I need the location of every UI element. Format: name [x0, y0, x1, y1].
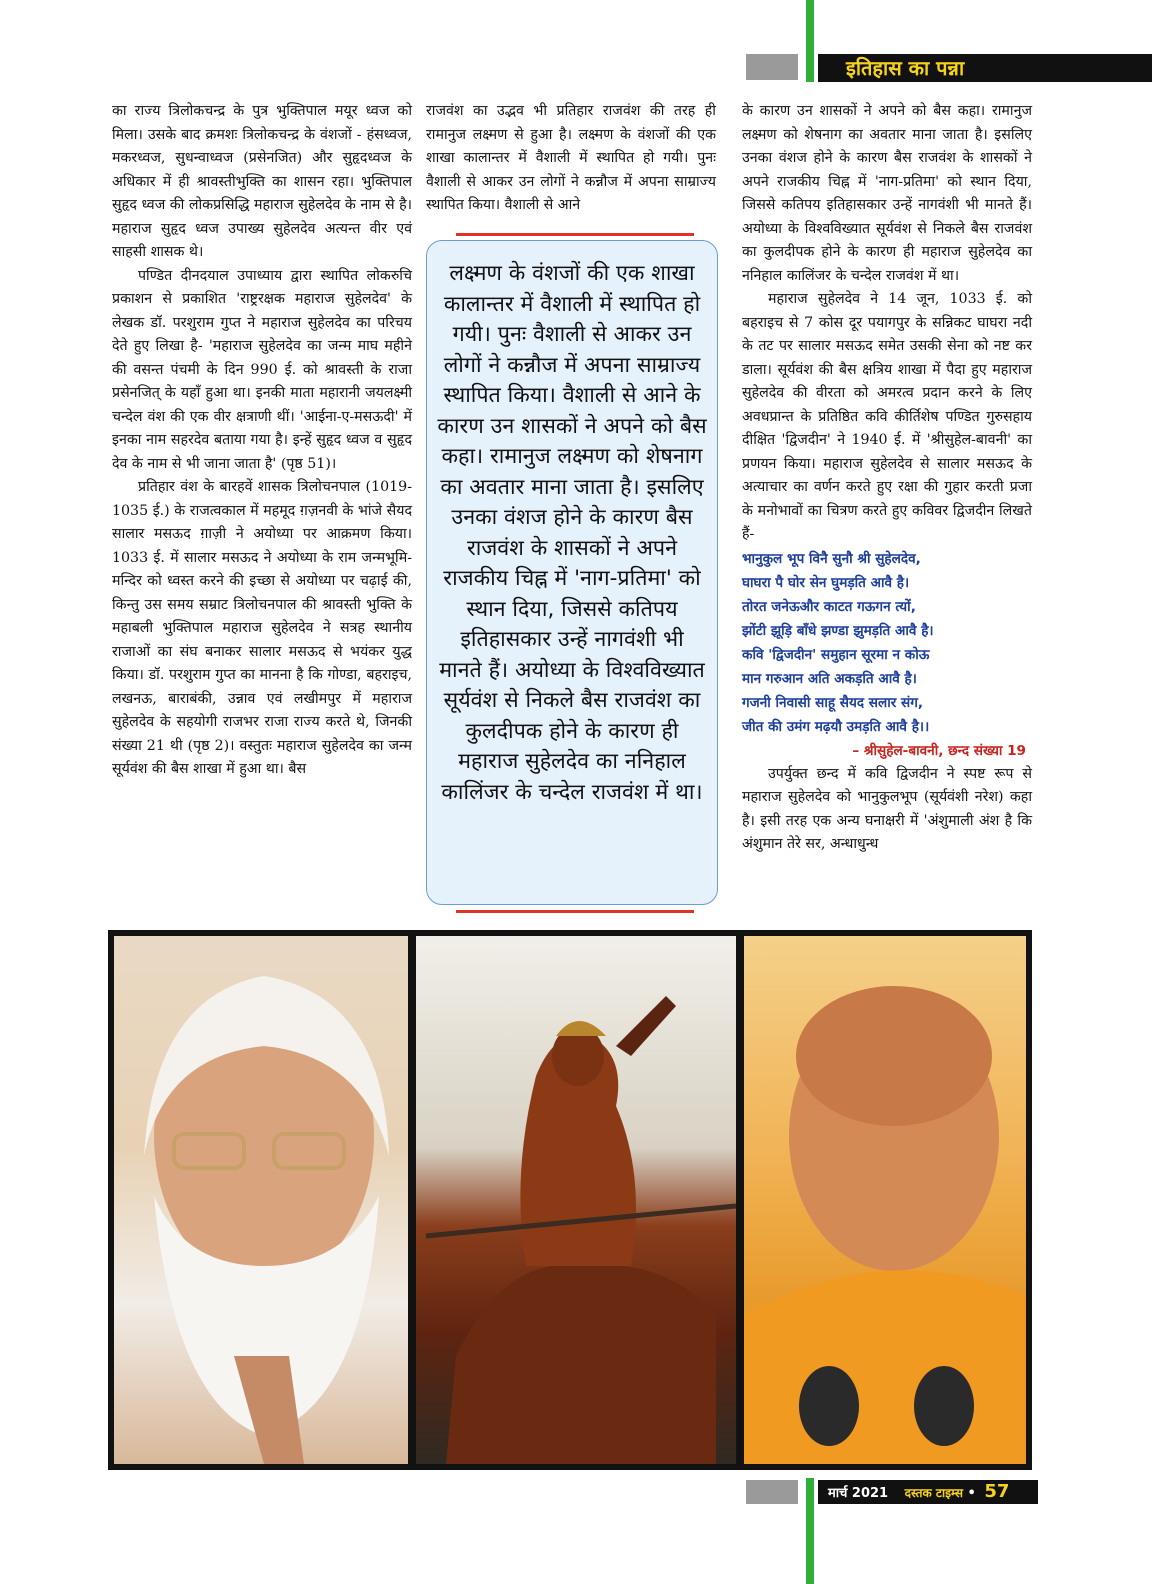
footer-grey-block	[746, 1480, 798, 1504]
paragraph: के कारण उन शासकों ने अपने को बैस कहा। रामानुज लक्ष्मण को शेषनाग का अवतार माना जाता है। इसलिए उनका वंशज होने के कारण बैस राजवंश के शासकों ने अपने राजकीय चिह्न में 'नाग-प्रतिमा' को स्थान दिया, जिससे कतिपय इतिहासकार उन्हें नागवंशी भी मानते हैं। अयोध्या के विश्वविख्यात सूर्यवंश से निकले बैस राजवंश का कुलदीपक होने के कारण ही महाराज सुहेलदेव का ननिहाल कालिंजर के चन्देल राजवंश में था।	[742, 103, 1032, 284]
verse-line: मान गरुआन अति अकड़ति आवै है।	[742, 670, 917, 687]
paragraph: उपर्युक्त छन्द में कवि द्विजदीन ने स्पष्ट रूप से महाराज सुहेलदेव को भानुकुलभूप (सूर्यवंशी नरेश) कहा है। इसी तरह एक अन्य घनाक्षरी में 'अंशुमाली अंश है कि अंशुमान तेरे सर, अन्धाधुन्ध	[742, 765, 1032, 852]
verse-line: गजनी निवासी साहू सैयद सलार संग,	[742, 694, 924, 711]
portrait-illustration	[744, 936, 1026, 1464]
verse-block	[742, 547, 1032, 739]
pull-quote-text: लक्ष्मण के वंशजों की एक शाखा कालान्तर में वैशाली में स्थापित हो गयी। पुनः वैशाली से आकर उन लोगों ने कन्नौज में अपना साम्राज्य स्थापित किया। वैशाली से आने के कारण उन शासकों ने अपने को बैस कहा। रामानुज लक्ष्मण को शेषनाग का अवतार माना जाता है। इसलिए उनका वंशज होने के कारण बैस राजवंश के शासकों ने अपने राजकीय चिह्न में 'नाग-प्रतिमा' को स्थान दिया, जिससे कतिपय इतिहासकार उन्हें नागवंशी भी मानते हैं। अयोध्या के विश्वविख्यात सूर्यवंश से निकले बैस राजवंश का कुलदीपक होने के कारण ही महाराज सुहेलदेव का ननिहाल कालिंजर के चन्देल राजवंश में था।	[437, 261, 707, 805]
verse-line: घाघरा पै घोर सेन घुमड़ति आवै है।	[742, 574, 910, 591]
page-number: 57	[984, 1481, 1010, 1502]
paragraph: राजवंश का उद्भव भी प्रतिहार राजवंश की तरह ही रामानुज लक्ष्मण से हुआ है। लक्ष्मण के वंशजों की एक शाखा कालान्तर में वैशाली में स्थापित हो गयी। पुनः वैशाली से आकर उन लोगों ने कन्नौज में अपना साम्राज्य स्थापित किया। वैशाली से आने	[426, 103, 716, 213]
paragraph: पण्डित दीनदयाल उपाध्याय द्वारा स्थापित लोकरुचि प्रकाशन से प्रकाशित 'राष्ट्ररक्षक महाराज सुहेलदेव' के लेखक डॉ. परशुराम गुप्त ने महाराज सुहेलदेव का परिचय देते हुए लिखा है- 'महाराज सुहेलदेव का जन्म माघ महीने की वसन्त पंचमी के दिन 990 ई. को श्रावस्ती के राजा प्रसेनजित् के यहाँ हुआ था। इनकी माता महारानी जयलक्ष्मी चन्देल वंश की एक वीर क्षत्राणी थीं। 'आईना-ए-मसऊदी' में इनका नाम सहरदेव बताया गया है। इन्हें सुहृद ध्वज व सुहृद देव के नाम से भी जाना जाता है' (पृष्ठ 51)।	[112, 267, 412, 472]
verse-source: – श्रीसुहेल-बावनी, छन्द संख्या 19	[852, 742, 1026, 759]
verse-line: जीत की उमंग मढ़यौ उमड़ति आवै है।।	[742, 718, 930, 735]
portrait-illustration	[114, 936, 408, 1464]
statue-illustration	[416, 936, 736, 1464]
verse-line: झोंटी झूड़ि बाँधे झण्डा झुमड़ति आवै है।	[742, 622, 934, 639]
photo-man-in-saffron	[744, 936, 1026, 1464]
photo-strip	[108, 930, 1032, 1470]
paragraph: का राज्य त्रिलोकचन्द्र के पुत्र भुक्तिपाल मयूर ध्वज को मिला। उसके बाद क्रमशः त्रिलोकचन्द्र के वंशजों - हंसध्वज, मकरध्वज, सुधन्वाध्वज (प्रसेनजित) और सुहृदध्वज के अधिकार में ही श्रावस्तीभुक्ति का शासन रहा। भुक्तिपाल सुहृद ध्वज की लोकप्रसिद्धि महाराज सुहेलदेव के नाम से है। महाराज सुहृद ध्वज उपाख्य सुहेलदेव अत्यन्त वीर एवं साहसी शासक थे।	[112, 103, 412, 260]
paragraph: महाराज सुहेलदेव ने 14 जून, 1033 ई. को बहराइच से 7 कोस दूर पयागपुर के सन्निकट घाघरा नदी के तट पर सालार मसऊद समेत उसकी सेना को नष्ट कर डाला। सूर्यवंश की बैस क्षत्रिय शाखा में पैदा हुए महाराज सुहेलदेव की वीरता को अमरत्व प्रदान करने के लिए अवधप्रान्त के प्रतिष्ठित कवि कीर्तिशेष पण्डित गुरुसहाय दीक्षित 'द्विजदीन' ने 1940 ई. में 'श्रीसुहेल-बावनी' का प्रणयन किया। महाराज सुहेलदेव से सालार मसऊद के अत्याचार का वर्णन करते हुए रक्षा की गुहार करती प्रजा के मनोभावों का चित्रण करते हुए कविवर द्विजदीन लिखते हैं-	[742, 291, 1032, 542]
column-2	[426, 100, 716, 218]
column-1	[112, 100, 412, 782]
verse-line: भानुकुल भूप विनै सुनौ श्री सुहेलदेव,	[742, 550, 921, 567]
pull-quote-rule-bottom	[456, 910, 694, 913]
header-grey-block	[746, 54, 798, 80]
photo-warrior-statue	[416, 936, 736, 1464]
header-green-bar	[806, 0, 814, 82]
footer-green-bar	[806, 1478, 814, 1584]
photo-man-with-white-beard	[114, 936, 408, 1464]
footer-info	[828, 1480, 1009, 1504]
pull-quote-rule-top	[456, 233, 694, 236]
footer-date: मार्च 2021	[828, 1486, 889, 1501]
magazine-logo: दस्तक टाइम्स	[904, 1486, 963, 1500]
section-title: इतिहास का पन्ना	[846, 56, 965, 80]
verse-line: तोरत जनेऊऔर काटत गऊगन त्यों,	[742, 598, 916, 615]
column-3	[742, 100, 1032, 857]
paragraph: प्रतिहार वंश के बारहवें शासक त्रिलोचनपाल (1019-1035 ई.) के राजत्वकाल में महमूद ग़ज़नवी के भांजे सैयद सालार मसऊद ग़ाज़ी ने अयोध्या पर आक्रमण किया। 1033 ई. में सालार मसऊद ने अयोध्या के राम जन्मभूमि-मन्दिर को ध्वस्त करने की इच्छा से अयोध्या पर चढ़ाई की, किन्तु उस समय सम्राट त्रिलोचनपाल की श्रावस्ती भुक्ति के महाबली भुक्तिपाल महाराज सुहेलदेव ने सत्रह स्थानीय राजाओं का संघ बनाकर सालार मसऊद से भयंकर युद्ध किया। डॉ. परशुराम गुप्त का मानना है कि गोण्डा, बहराइच, लखनऊ, बाराबंकी, उन्नाव एवं लखीमपुर में महाराज सुहेलदेव के सहयोगी राजभर राजा राज्य करते थे, जिनकी संख्या 21 थी (पृष्ठ 2)। वस्तुतः महाराज सुहेलदेव का जन्म सूर्यवंश की बैस शाखा में हुआ था। बैस	[112, 479, 412, 777]
pull-quote	[426, 240, 718, 905]
footer-bullet: •	[967, 1486, 976, 1501]
verse-line: कवि 'द्विजदीन' समुहान सूरमा न कोऊ	[742, 646, 930, 663]
